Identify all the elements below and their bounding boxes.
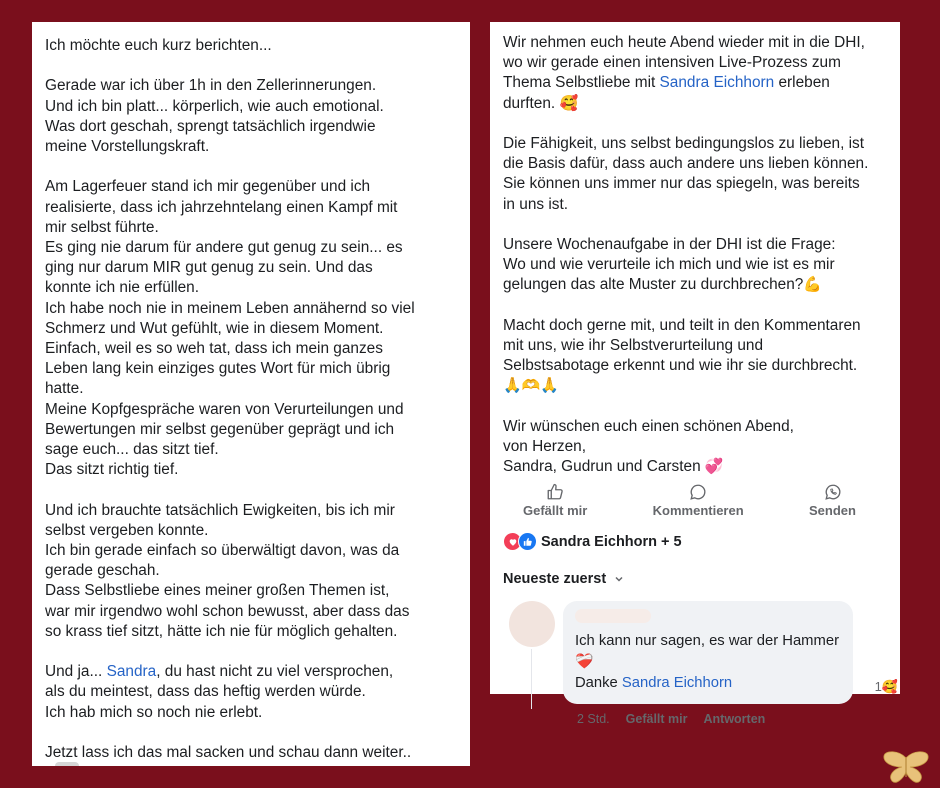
comment-reaction-number: 1 — [874, 679, 882, 694]
reaction-summary[interactable] — [503, 532, 888, 551]
left-post-p5-text-rest: , du hast nicht zu viel versprochen, als du meintest, dass das heftig werden würde. Ich hab mich so noch nie erlebt. — [45, 663, 394, 721]
right-post-p3-text: Unsere Wochenaufgabe in der DHI ist die Frage: Wo und wie verurteile ich mich und wie ist es mir gelungen das alte Muster zu durchbrechen? — [503, 236, 836, 294]
left-post-paragraph-5 — [45, 662, 458, 723]
commenter-avatar[interactable] — [509, 601, 555, 647]
send-button-label: Senden — [809, 503, 856, 519]
right-post-paragraph-2: Die Fähigkeit, uns selbst bedingungslos zu lieben, ist die Basis dafür, dass auch andere uns lieben können. Sie können uns immer nur das spiegeln, was bereits in uns ist. — [503, 135, 869, 213]
comment-sort-label: Neueste zuerst — [503, 571, 607, 588]
comment-button[interactable] — [653, 483, 744, 518]
mending-heart-emoji: ❤️‍🩹 — [575, 654, 594, 671]
avatar-peek — [55, 762, 79, 766]
right-post-p4-text: Macht doch gerne mit, und teilt in den Kommentaren mit uns, wie ihr Selbstverurteilung und Selbstsabotage erkennt und wie ihr sie durchbrecht. — [503, 316, 861, 375]
like-button[interactable] — [523, 483, 587, 518]
thumbs-up-icon — [546, 483, 564, 501]
chevron-down-icon — [614, 574, 624, 584]
comment-sort-dropdown[interactable] — [503, 571, 888, 587]
right-post-paragraph-4 — [503, 316, 888, 397]
left-post-p5-text: Und ja... — [45, 663, 107, 681]
praying-hands-emoji: 🙏🫶🙏 — [503, 377, 560, 395]
send-button[interactable] — [809, 483, 856, 518]
reaction-summary-text: Sandra Eichhorn + 5 — [541, 533, 682, 550]
comment-text — [575, 631, 841, 694]
right-post-p1-text-rest: erleben durften. — [503, 74, 830, 112]
whatsapp-icon — [824, 483, 842, 501]
right-post-p5-text: Wir wünschen euch einen schönen Abend, von Herzen, Sandra, Gudrun und Carsten — [503, 417, 794, 476]
smiling-hearts-emoji: 🥰 — [559, 94, 579, 112]
post-action-bar — [523, 483, 886, 518]
comment-time[interactable]: 2 Std. — [577, 712, 610, 727]
comment-bubble — [563, 601, 853, 704]
right-post-paragraph-5 — [503, 417, 888, 478]
comment-meta — [577, 712, 888, 726]
comment-thanks-text: Danke — [575, 675, 622, 692]
mention-link-sandra-eichhorn[interactable]: Sandra Eichhorn — [659, 74, 775, 92]
revolving-hearts-emoji: 💞 — [704, 458, 724, 476]
right-post-p1-text: Wir nehmen euch heute Abend wieder mit in die DHI, wo wir gerade einen intensiven Live-Prozess zum Thema Selbstliebe mit — [503, 34, 865, 92]
right-post-paragraph-1 — [503, 33, 888, 114]
comment-reaction-count[interactable] — [875, 679, 898, 695]
flexed-biceps-emoji: 💪 — [803, 276, 823, 294]
speech-bubble-icon — [689, 483, 707, 501]
left-post-paragraph-6: Jetzt lass ich das mal sacken und schau dann weiter.. — [45, 744, 412, 762]
commenter-name-blurred — [575, 609, 651, 623]
left-post-paragraph-3: Am Lagerfeuer stand ich mir gegenüber und ich realisierte, dass ich jahrzehntelang einen Kampf mit mir selbst führte. Es ging nie darum für andere gut genug zu sein... es ging nur darum MIR gut genug zu sein. Und das konnte ich nie erfüllen. Ich habe noch nie in meinem Leben annähernd so viel Schmerz und Wut gefühlt, wie in diesem Moment. Einfach, weil es so weh tat, dass ich mein ganzes Leben lang kein einziges gutes Wort für mich übrig hatte. Meine Kopfgespräche waren von Verurteilungen und Bewertungen mir selbst gegenüber geprägt und ich sage euch... das sitzt tief. Das sitzt richtig tief. — [45, 178, 415, 479]
comment-text-line: Ich kann nur sagen, es war der Hammer — [575, 633, 839, 650]
mention-link-sandra-eichhorn-comment[interactable]: Sandra Eichhorn — [621, 675, 733, 692]
like-button-label: Gefällt mir — [523, 503, 588, 519]
left-post-paragraph-2: Gerade war ich über 1h in den Zellerinnerungen. Und ich bin platt... körperlich, wie auch emotional. Was dort geschah, sprengt tatsächlich irgendwie meine Vorstellungskraft. — [45, 77, 384, 155]
comment-item — [503, 601, 888, 704]
comment-button-label: Kommentieren — [652, 503, 744, 519]
comment-reply-button[interactable]: Antworten — [703, 712, 766, 727]
left-post-card — [32, 22, 470, 766]
left-post-paragraph-4: Und ich brauchte tatsächlich Ewigkeiten, bis ich mir selbst vergeben konnte. Ich bin gerade einfach so überwältigt davon, was da gerade geschah. Dass Selbstliebe eines meiner großen Themen ist, war mir irgendwo wohl schon bewusst, aber dass das so krass tief sitzt, hätte ich nie für möglich gehalten. — [45, 501, 410, 640]
like-reaction-icon — [518, 532, 537, 551]
right-post-paragraph-3 — [503, 235, 888, 296]
smiling-hearts-reaction-icon: 🥰 — [881, 679, 898, 694]
left-post-paragraph-1: Ich möchte euch kurz berichten... — [45, 37, 272, 54]
thread-line — [531, 649, 532, 709]
comment-like-button[interactable]: Gefällt mir — [625, 712, 688, 727]
right-post-card — [490, 22, 900, 727]
butterfly-logo-icon — [881, 750, 931, 786]
mention-link-sandra[interactable]: Sandra — [106, 663, 157, 681]
